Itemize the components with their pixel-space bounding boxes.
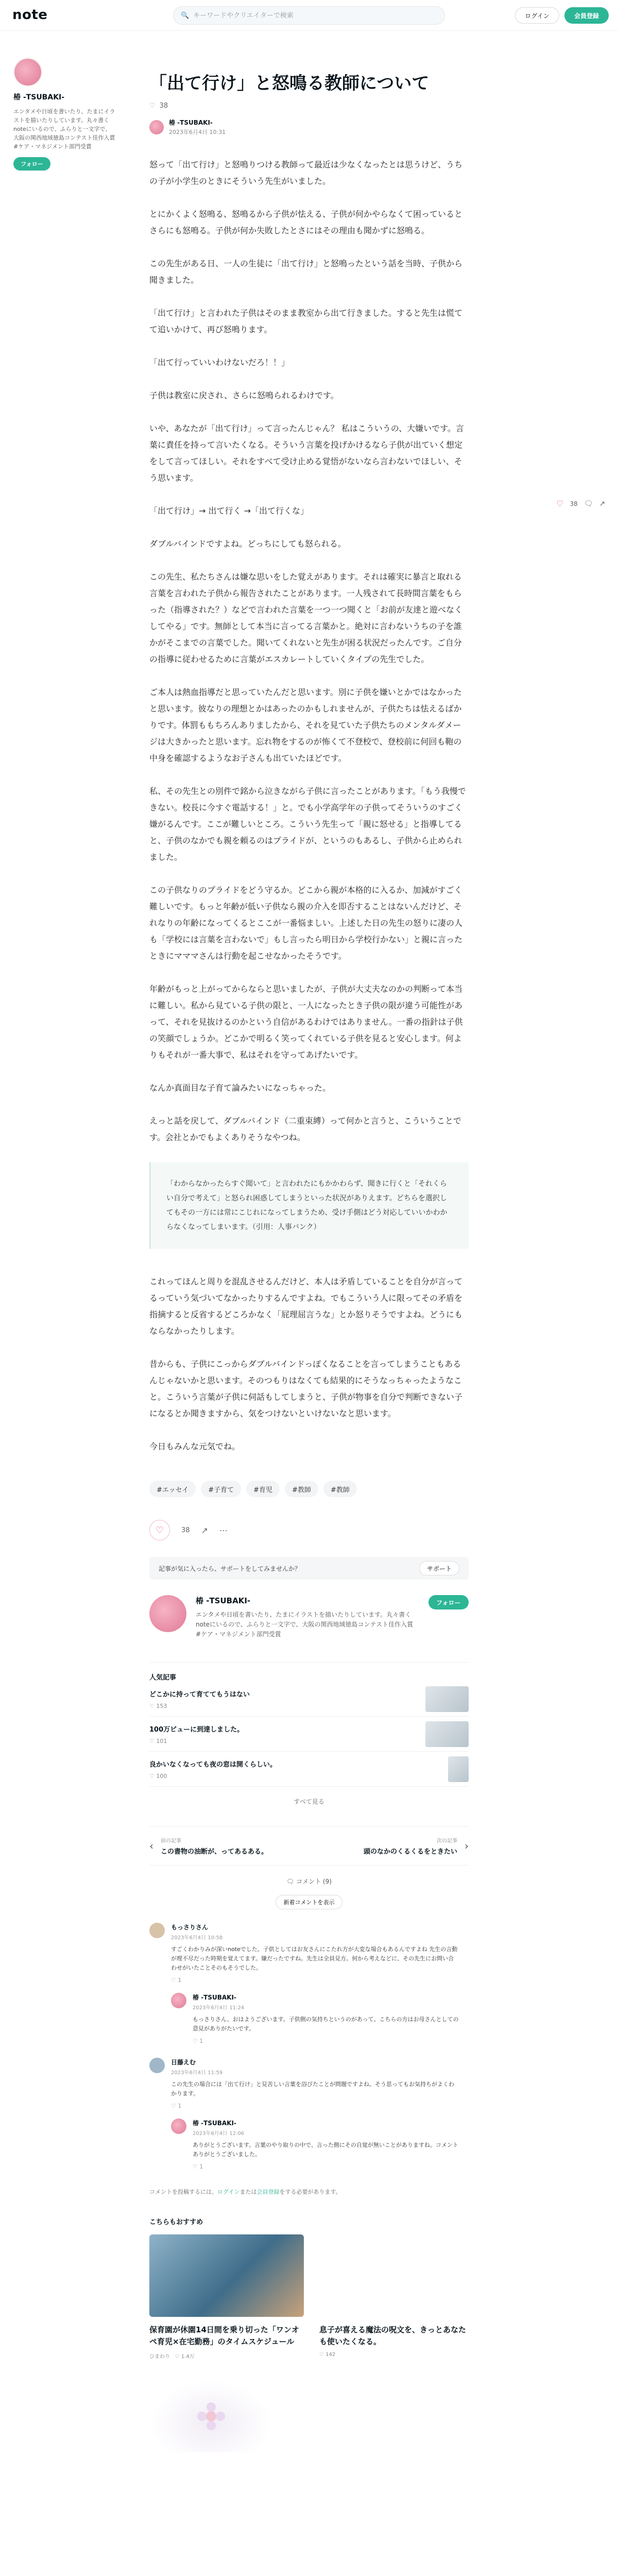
like-button[interactable] xyxy=(149,1520,170,1540)
page-title: 「出て行け」と怒鳴る教師について xyxy=(149,73,430,94)
author-sidebar xyxy=(13,58,116,171)
heart-icon: ♡ xyxy=(149,1772,154,1780)
recommend-likes: 1.4万 xyxy=(181,2354,195,2360)
comment-icon[interactable]: 🗨 xyxy=(583,499,593,508)
login-note-text: または xyxy=(239,2189,257,2195)
profile-name[interactable]: 椿 -TSUBAKI- xyxy=(196,1596,251,1605)
paragraph: とにかくよく怒鳴る、怒鳴るから子供が怯える、子供が何かやらなくて困っているとさらにも怒鳴る。子供が何か失敗したとさにはその理由も聞かずに怒鳴る。 xyxy=(149,209,463,235)
avatar[interactable] xyxy=(149,1595,186,1632)
comments-count: コメント (9) xyxy=(296,1878,332,1885)
more-icon[interactable]: ⋯ xyxy=(219,1525,228,1535)
search-box[interactable] xyxy=(173,6,445,25)
comment-date: 2023年6月4日 11:59 xyxy=(171,2070,223,2076)
avatar[interactable] xyxy=(13,58,42,87)
signup-link[interactable]: 会員登録 xyxy=(256,2189,280,2195)
recommend-title[interactable]: 息子が喜える魔法の呪文を、きっとあなたも使いたくなる。 xyxy=(319,2325,467,2346)
recommend-card[interactable] xyxy=(319,2234,469,2360)
comment-login-note xyxy=(149,2188,469,2196)
paragraph: 「出て行け」→ 出て行く →「出て行くな」 xyxy=(149,506,308,516)
login-note-text: をする必要があります。 xyxy=(279,2189,341,2195)
popular-title[interactable]: 100万ビューに到達しました。 xyxy=(149,1725,244,1734)
title-like-count: 38 xyxy=(159,102,168,110)
heart-icon[interactable]: ♡ xyxy=(193,2163,198,2170)
comment-date: 2023年6月4日 11:24 xyxy=(193,2005,245,2011)
comment-date: 2023年6月4日 10:58 xyxy=(171,1935,223,1941)
article xyxy=(149,71,469,2452)
list-item[interactable] xyxy=(149,1682,469,1717)
heart-icon: ♡ xyxy=(149,1737,154,1744)
comment xyxy=(149,1923,469,1984)
heart-icon[interactable]: ♡ xyxy=(149,102,156,110)
avatar[interactable] xyxy=(171,2119,186,2134)
paragraph: この先生がある日、一人の生徒に「出て行け」と怒鳴ったという話を当時、子供から聞きました。 xyxy=(149,259,463,285)
paragraph: 年齢がもっと上がってからならと思いましたが、子供が大丈夫なのかの判断って本当に難しい。私から見ている子供の限と、一人になったとき子供の限が違う可能性があって、それを見抜けるのかという自信があるわけではありません。一番の指針は子供の笑顔でしょうか。どこかで明るく笑ってくれている子供を見ると安心します。何よりもそれが一番大事で、私はそれを守ってあげたいです。 xyxy=(149,984,463,1060)
paragraph: 私、その先生との別件で銘から泣きながら子供に言ったことがあります。「もう我慢できない。校長に今すぐ電話する！」と。でも小学高学年の子供ってそういうのすごく嫌がるんです。ここが難しいところ。こういう先生って「親に怒せる」と指導してると、子供のなかでも親を頼るのはプライドが、というのもあるし、子供から止められました。 xyxy=(149,786,466,862)
avatar[interactable] xyxy=(171,1993,186,2008)
show-new-comments-button[interactable]: 新着コメントを表示 xyxy=(276,1895,342,1909)
chevron-left-icon: ‹ xyxy=(149,1840,153,1852)
support-text: 記事が気に入ったら、サポートをしてみませんか？ xyxy=(159,1565,301,1572)
tag[interactable]: #教師 xyxy=(323,1481,357,1497)
recommend-list xyxy=(149,2234,469,2360)
login-link[interactable]: ログイン xyxy=(217,2189,240,2195)
comment-author[interactable]: 椿 -TSUBAKI- xyxy=(193,1994,236,2001)
prev-article[interactable] xyxy=(149,1836,268,1856)
paragraph: ダブルバインドですよね。どっちにしても怒られる。 xyxy=(149,539,346,549)
flower-icon xyxy=(191,2396,232,2437)
title-like-row xyxy=(149,102,469,110)
comment-author[interactable]: 椿 -TSUBAKI- xyxy=(193,2120,236,2127)
tag[interactable]: #エッセイ xyxy=(149,1481,196,1497)
avatar[interactable] xyxy=(149,2058,165,2073)
prev-title[interactable]: この書物の油断が、ってあるある。 xyxy=(161,1848,268,1856)
sidebar-author-name[interactable]: 椿 -TSUBAKI- xyxy=(13,93,65,101)
blockquote xyxy=(149,1162,469,1249)
quote-text: 「わからなかったらすぐ聞いて」と言われたにもかかわらず、聞きに行くと「それくらい自分で考えて」と怒られ困惑してしまうといった状況がありえます。どちらを選択してもその一方には常にこじれになってしまうため、受け手側はどう対応していいかわからなくなってしまいます。（引用：人事バンク） xyxy=(166,1180,448,1231)
comment-likes: 1 xyxy=(199,2038,203,2044)
article-actions xyxy=(149,1520,469,1540)
comment-likes: 1 xyxy=(199,2163,203,2170)
comment xyxy=(149,2058,469,2109)
prev-label: 前の記事 xyxy=(161,1838,181,1844)
popular-likes: 153 xyxy=(156,1702,167,1709)
profile-bio: エンタメや日頃を書いたり、たまにイラストを描いたりしています。丸々書くnoteにいるので、ふらりと一文字で、大阪の関西地域徳島コンテスト佳作入賞 #ケア・マネジメント部門受賞 xyxy=(196,1611,414,1638)
profile-follow-button[interactable]: フォロー xyxy=(428,1595,469,1609)
comment-text: ありがとうございます。言葉のやり取りの中で、言った側にその自覚が無いことがありますね。コメントありがとうございました。 xyxy=(193,2142,458,2158)
paragraph: この子供なりのプライドをどう守るか。どこから親が本格的に入るか、加減がすごく難しいです。もっと年齢が低い子供なら親の介入を即否することはないんだけど、それなりの年齢になってくるとここが一番悩ましい。上述した日の先生の怒りに凄の人も「学校には言葉を言わないで」もし言ったら明日から学校行かない」と親に言ったときにマママさんは行動を起こせなかったそうです。 xyxy=(149,885,463,961)
comment-text: もっさりさん、おはようございます。子供側の気持ちというのがあって。こちらの方はお母さんとしての意見がありがたいです。 xyxy=(193,2016,459,2032)
comments-header xyxy=(149,1877,469,1886)
heart-icon[interactable]: ♡ xyxy=(171,2103,176,2109)
search-input[interactable] xyxy=(193,12,430,20)
recommend-card[interactable] xyxy=(149,2234,304,2360)
search-icon: 🔍 xyxy=(181,11,190,20)
recommend-thumbnail[interactable] xyxy=(149,2234,304,2317)
tag[interactable]: #教師 xyxy=(285,1481,318,1497)
top-header xyxy=(0,0,618,31)
thumbnail[interactable] xyxy=(425,1686,469,1712)
paragraph: 子供は教室に戻され、さらに怒鳴られるわけです。 xyxy=(149,391,339,400)
heart-icon: ♡ xyxy=(319,2352,324,2358)
floating-actions xyxy=(556,499,605,509)
popular-label: 人気記事 xyxy=(149,1662,469,1682)
note-logo[interactable]: note xyxy=(12,7,48,23)
thumbnail[interactable] xyxy=(425,1721,469,1747)
comment-icon: 🗨 xyxy=(286,1878,295,1885)
avatar[interactable] xyxy=(149,1923,165,1938)
popular-likes: 100 xyxy=(156,1772,167,1780)
recommend-title[interactable]: 保育園が休園14日間を乗り切った「ワンオペ育児×在宅勤務」のタイムスケジュール xyxy=(149,2325,299,2346)
paragraph: なんか真面目な子育て論みたいになっちゃった。 xyxy=(149,1083,331,1093)
paragraph: 昔からも、子供にこっからダブルバインドっぽくなることを言ってしまうこともあるんじゃないかと思います。そのつもりはなくても結果的にそうなっちゃったようなこと。こういう言葉が子供に伺話もしてしまうと、子供が物事を自分で判断できない子になるとか聞きますから、気をつけないといけないなと思います。 xyxy=(149,1359,463,1418)
comment-reply xyxy=(171,1993,469,2044)
recommend-label: こちらもおすすめ xyxy=(149,2218,203,2226)
heart-icon[interactable]: ♡ xyxy=(171,1977,176,1984)
share-icon[interactable]: ↗ xyxy=(599,499,606,508)
paragraph: 「出て行け」と言われた子供はそのまま教室から出て行きました。すると先生は慌てて追いかけて、再び怒鳴ります。 xyxy=(149,308,463,334)
support-button[interactable]: サポート xyxy=(419,1561,459,1575)
comment-text: この先生の場合には「出て行け」と見苦しい言葉を浴びたことが問題ですよね。そう思ってもお気持ちがよくわかります。 xyxy=(171,2081,454,2097)
login-note-text: コメントを投稿するには、 xyxy=(149,2189,217,2195)
share-icon[interactable]: ↗ xyxy=(201,1525,208,1535)
tag-list xyxy=(149,1481,469,1497)
sidebar-follow-button[interactable]: フォロー xyxy=(13,157,50,171)
publish-date: 2023年6月4日 10:31 xyxy=(169,129,226,135)
heart-icon: ♡ xyxy=(155,1524,164,1536)
thumbnail[interactable] xyxy=(448,1756,469,1782)
support-bar xyxy=(149,1557,469,1580)
signup-button[interactable]: 会員登録 xyxy=(564,7,609,24)
footer-illustration xyxy=(149,2380,273,2452)
comment-date: 2023年6月4日 12:06 xyxy=(193,2131,245,2137)
author-name[interactable]: 椿 -TSUBAKI- xyxy=(169,119,213,126)
tag[interactable]: #子育て xyxy=(201,1481,241,1497)
paragraph: 怒って「出て行け」と怒鳴りつける教師って最近は少なくなったとは思うけど、うちの子が小学生のときにそういう先生がいました。 xyxy=(149,160,463,186)
heart-icon[interactable]: ♡ xyxy=(193,2038,198,2044)
next-article[interactable] xyxy=(364,1836,469,1856)
author-row xyxy=(149,118,469,136)
article-body xyxy=(149,157,469,1455)
floating-like-count: 38 xyxy=(570,500,578,507)
popular-likes: 101 xyxy=(156,1737,167,1744)
see-all-link[interactable]: すべて見る xyxy=(294,1798,324,1805)
comment-reply xyxy=(171,2119,469,2170)
sidebar-author-bio: エンタメや日頃を書いたり、たまにイラストを描いたりしています。丸々書くnoteにいるので、ふらりと一文字で、大阪の関西地域徳島コンテスト佳作入賞 #ケア・マネジメント部門受賞 xyxy=(13,108,115,150)
profile-card xyxy=(149,1590,469,1645)
heart-icon: ♡ xyxy=(175,2354,180,2360)
tag[interactable]: #育児 xyxy=(246,1481,280,1497)
paragraph: 「出て行っていいわけないだろ！！」 xyxy=(149,358,290,367)
article-pager xyxy=(149,1826,469,1866)
chevron-right-icon: › xyxy=(465,1840,469,1852)
heart-icon[interactable]: ♡ xyxy=(556,499,564,509)
paragraph: えっと話を戻して、ダブルバインド（二重束縛）って何かと言うと、こういうことです。会社とかでもよくありそうなやつね。 xyxy=(149,1116,461,1142)
recommend-likes: 142 xyxy=(325,2352,336,2358)
comment-author[interactable]: もっさりさん xyxy=(171,1924,209,1931)
comment-likes: 1 xyxy=(178,2103,182,2109)
heart-icon: ♡ xyxy=(149,1702,154,1709)
paragraph: この先生、私たちさんは嫌な思いをした覚えがあります。それは確実に暴言と取れる言葉を言われた子供から報告されたことがあります。一人残されて長時間言葉をもらった（指導された？）などで言われた言葉を一つ一つ聞くと「お前が友達と遊べなくしてやる」です。無師として本当に言ってる言葉かと。絶対に言わないうちの子を誰かがそこまでの言葉でした。聞いてくれないと先生が困る状況だったんです。ご自分の指導に従わせるために言葉がエスカレートしていくタイプの先生でした。 xyxy=(149,572,463,664)
paragraph: 今日もみんな元気でね。 xyxy=(149,1442,241,1451)
next-title[interactable]: 頭のなかのくるくるをときたい xyxy=(363,1848,457,1856)
popular-title[interactable]: 良かいなくなっても夜の窓は開くらしい。 xyxy=(149,1760,277,1769)
paragraph: これってほんと周りを混乱させるんだけど、本人は矛盾していることを自分が言ってるっていう気づいてなかったりするんですよね。でもこういう人に限ってその矛盾を指摘すると反省するどころかなく「屁理屈言うな」とか怒りそうですよね。どうにもならなかったりします。 xyxy=(149,1277,463,1336)
list-item[interactable] xyxy=(149,1717,469,1752)
login-button[interactable]: ログイン xyxy=(515,7,559,24)
list-item[interactable] xyxy=(149,1752,469,1787)
paragraph: いや、あなたが「出て行け」って言ったんじゃん？ 私はこういうの、大嫌いです。言葉に責任を持って言いたくなる。そういう言葉を投げかけるなら子供が出ていく想定をして言ってほしい。それをすべて受け止める覚悟がないなら言わないでほしい、そう思います。 xyxy=(149,423,464,483)
comment-text: すごくわかりみが深いnoteでした。子供としてはお友さんにこたれ方が大変な場合もあるんですよね 先生の言動が理不尽だった時期を覚えてます。嫌だったですね。先生は全員見方。何から考えなどに、その先生にお問い合わせがいたことそのもそうでした。 xyxy=(171,1946,458,1971)
recommend-author[interactable]: ひまわり xyxy=(149,2354,170,2360)
next-label: 次の記事 xyxy=(437,1838,457,1844)
popular-title[interactable]: どこかに持って育ててもうはない xyxy=(149,1690,250,1699)
comment-author[interactable]: 日藤えむ xyxy=(171,2059,196,2066)
paragraph: ご本人は熱血指導だと思っていたんだと思います。別に子供を嫌いとかではなかったと思います。彼なりの理想とかはあったのかもしれませんが、子供たちは怯えるばかりです。体罰ももちろんありましたから、それを見ていた子供たちのメンタルダメージは大きかったと思います。忘れ物をするのが怖くて不登校で、登校前に何回も鞄の中身を確認するようなお子さんも出ていたほどです。 xyxy=(149,687,462,763)
comment-likes: 1 xyxy=(178,1977,182,1984)
like-count: 38 xyxy=(181,1526,190,1534)
avatar[interactable] xyxy=(149,120,164,134)
